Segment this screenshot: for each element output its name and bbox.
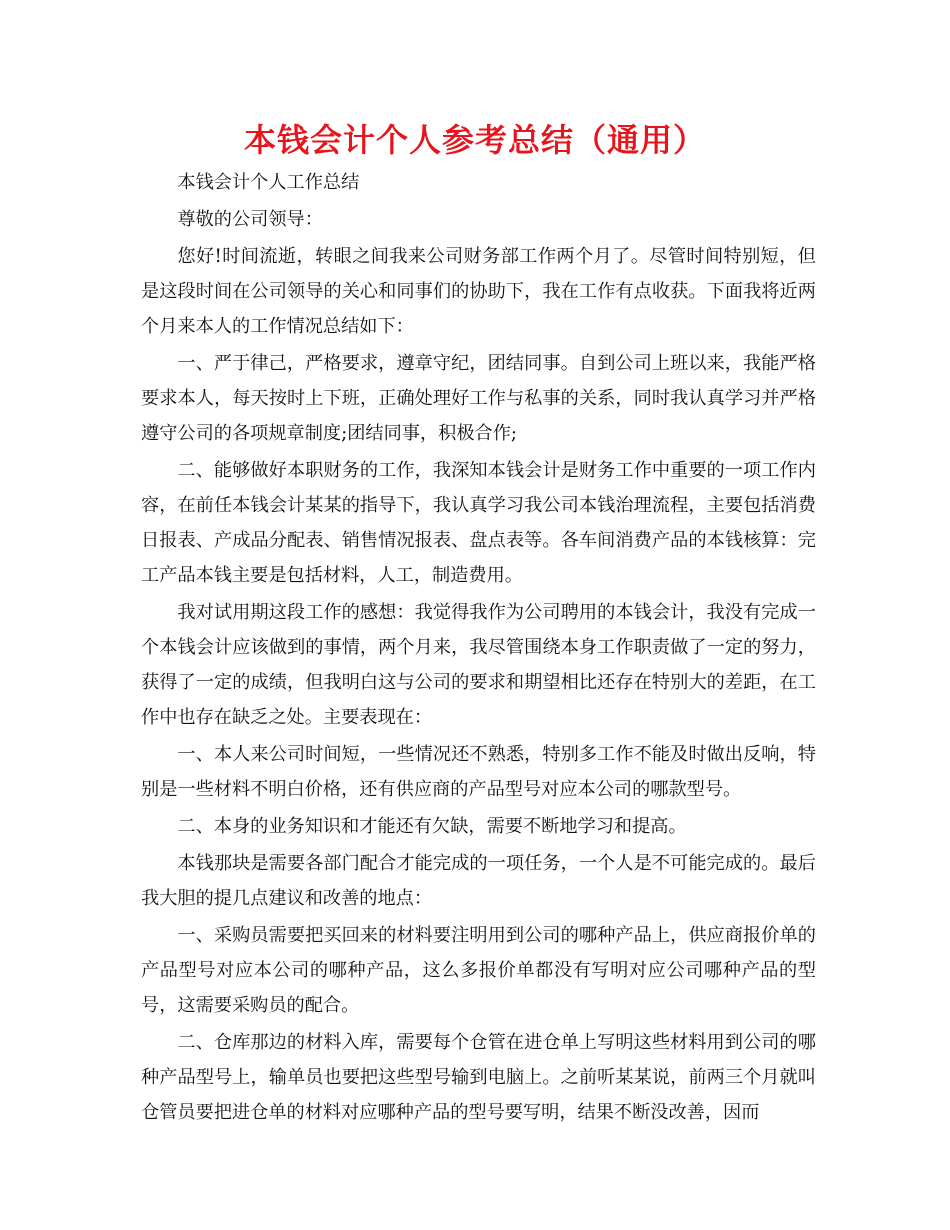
paragraph: 二、仓库那边的材料入库，需要每个仓管在进仓单上写明这些材料用到公司的哪种产品型号上，输单员也要把这些型号输到电脑上。之前听某某说，前两三个月就叫仓管员要把进仓单的材料对应哪种产品的型号要写明，结果不断没改善，因而 — [141, 1032, 816, 1123]
paragraph: 二、能够做好本职财务的工作，我深知本钱会计是财务工作中重要的一项工作内容，在前任本钱会计某某的指导下，我认真学习我公司本钱治理流程，主要包括消费日报表、产成品分配表、销售情况报表、盘点表等。各车间消费产品的本钱核算：完工产品本钱主要是包括材料，人工，制造费用。 — [141, 460, 816, 586]
paragraph: 您好!时间流逝，转眼之间我来公司财务部工作两个月了。尽管时间特别短，但是这段时间在公司领导的关心和同事们的协助下，我在工作有点收获。下面我将近两个月来本人的工作情况总结如下： — [141, 246, 816, 337]
paragraph: 我对试用期这段工作的感想：我觉得我作为公司聘用的本钱会计，我没有完成一个本钱会计应该做到的事情，两个月来，我尽管围绕本身工作职责做了一定的努力，获得了一定的成绩，但我明白这与公司的要求和期望相比还存在特别大的差距，在工作中也存在缺乏之处。主要表现在： — [141, 602, 816, 728]
paragraph: 本钱那块是需要各部门配合才能完成的一项任务，一个人是不可能完成的。最后我大胆的提几点建议和改善的地点： — [141, 853, 816, 909]
paragraph: 尊敬的公司领导： — [177, 209, 323, 230]
paragraph: 一、本人来公司时间短，一些情况还不熟悉，特别多工作不能及时做出反响，特别是一些材料不明白价格，还有供应商的产品型号对应本公司的哪款型号。 — [141, 744, 816, 800]
paragraph: 本钱会计个人工作总结 — [177, 172, 360, 193]
document-body — [141, 165, 816, 1132]
paragraph: 一、采购员需要把买回来的材料要注明用到公司的哪种产品上，供应商报价单的产品型号对应本公司的哪种产品，这么多报价单都没有写明对应公司哪种产品的型号，这需要采购员的配合。 — [141, 925, 816, 1016]
paragraph: 一、严于律己，严格要求，遵章守纪，团结同事。自到公司上班以来，我能严格要求本人，每天按时上下班，正确处理好工作与私事的关系，同时我认真学习并严格遵守公司的各项规章制度;团结同事，积极合作; — [141, 353, 816, 444]
document-title: 本钱会计个人参考总结（通用） — [243, 121, 706, 159]
paragraph: 二、本身的业务知识和才能还有欠缺，需要不断地学习和提高。 — [177, 816, 687, 837]
